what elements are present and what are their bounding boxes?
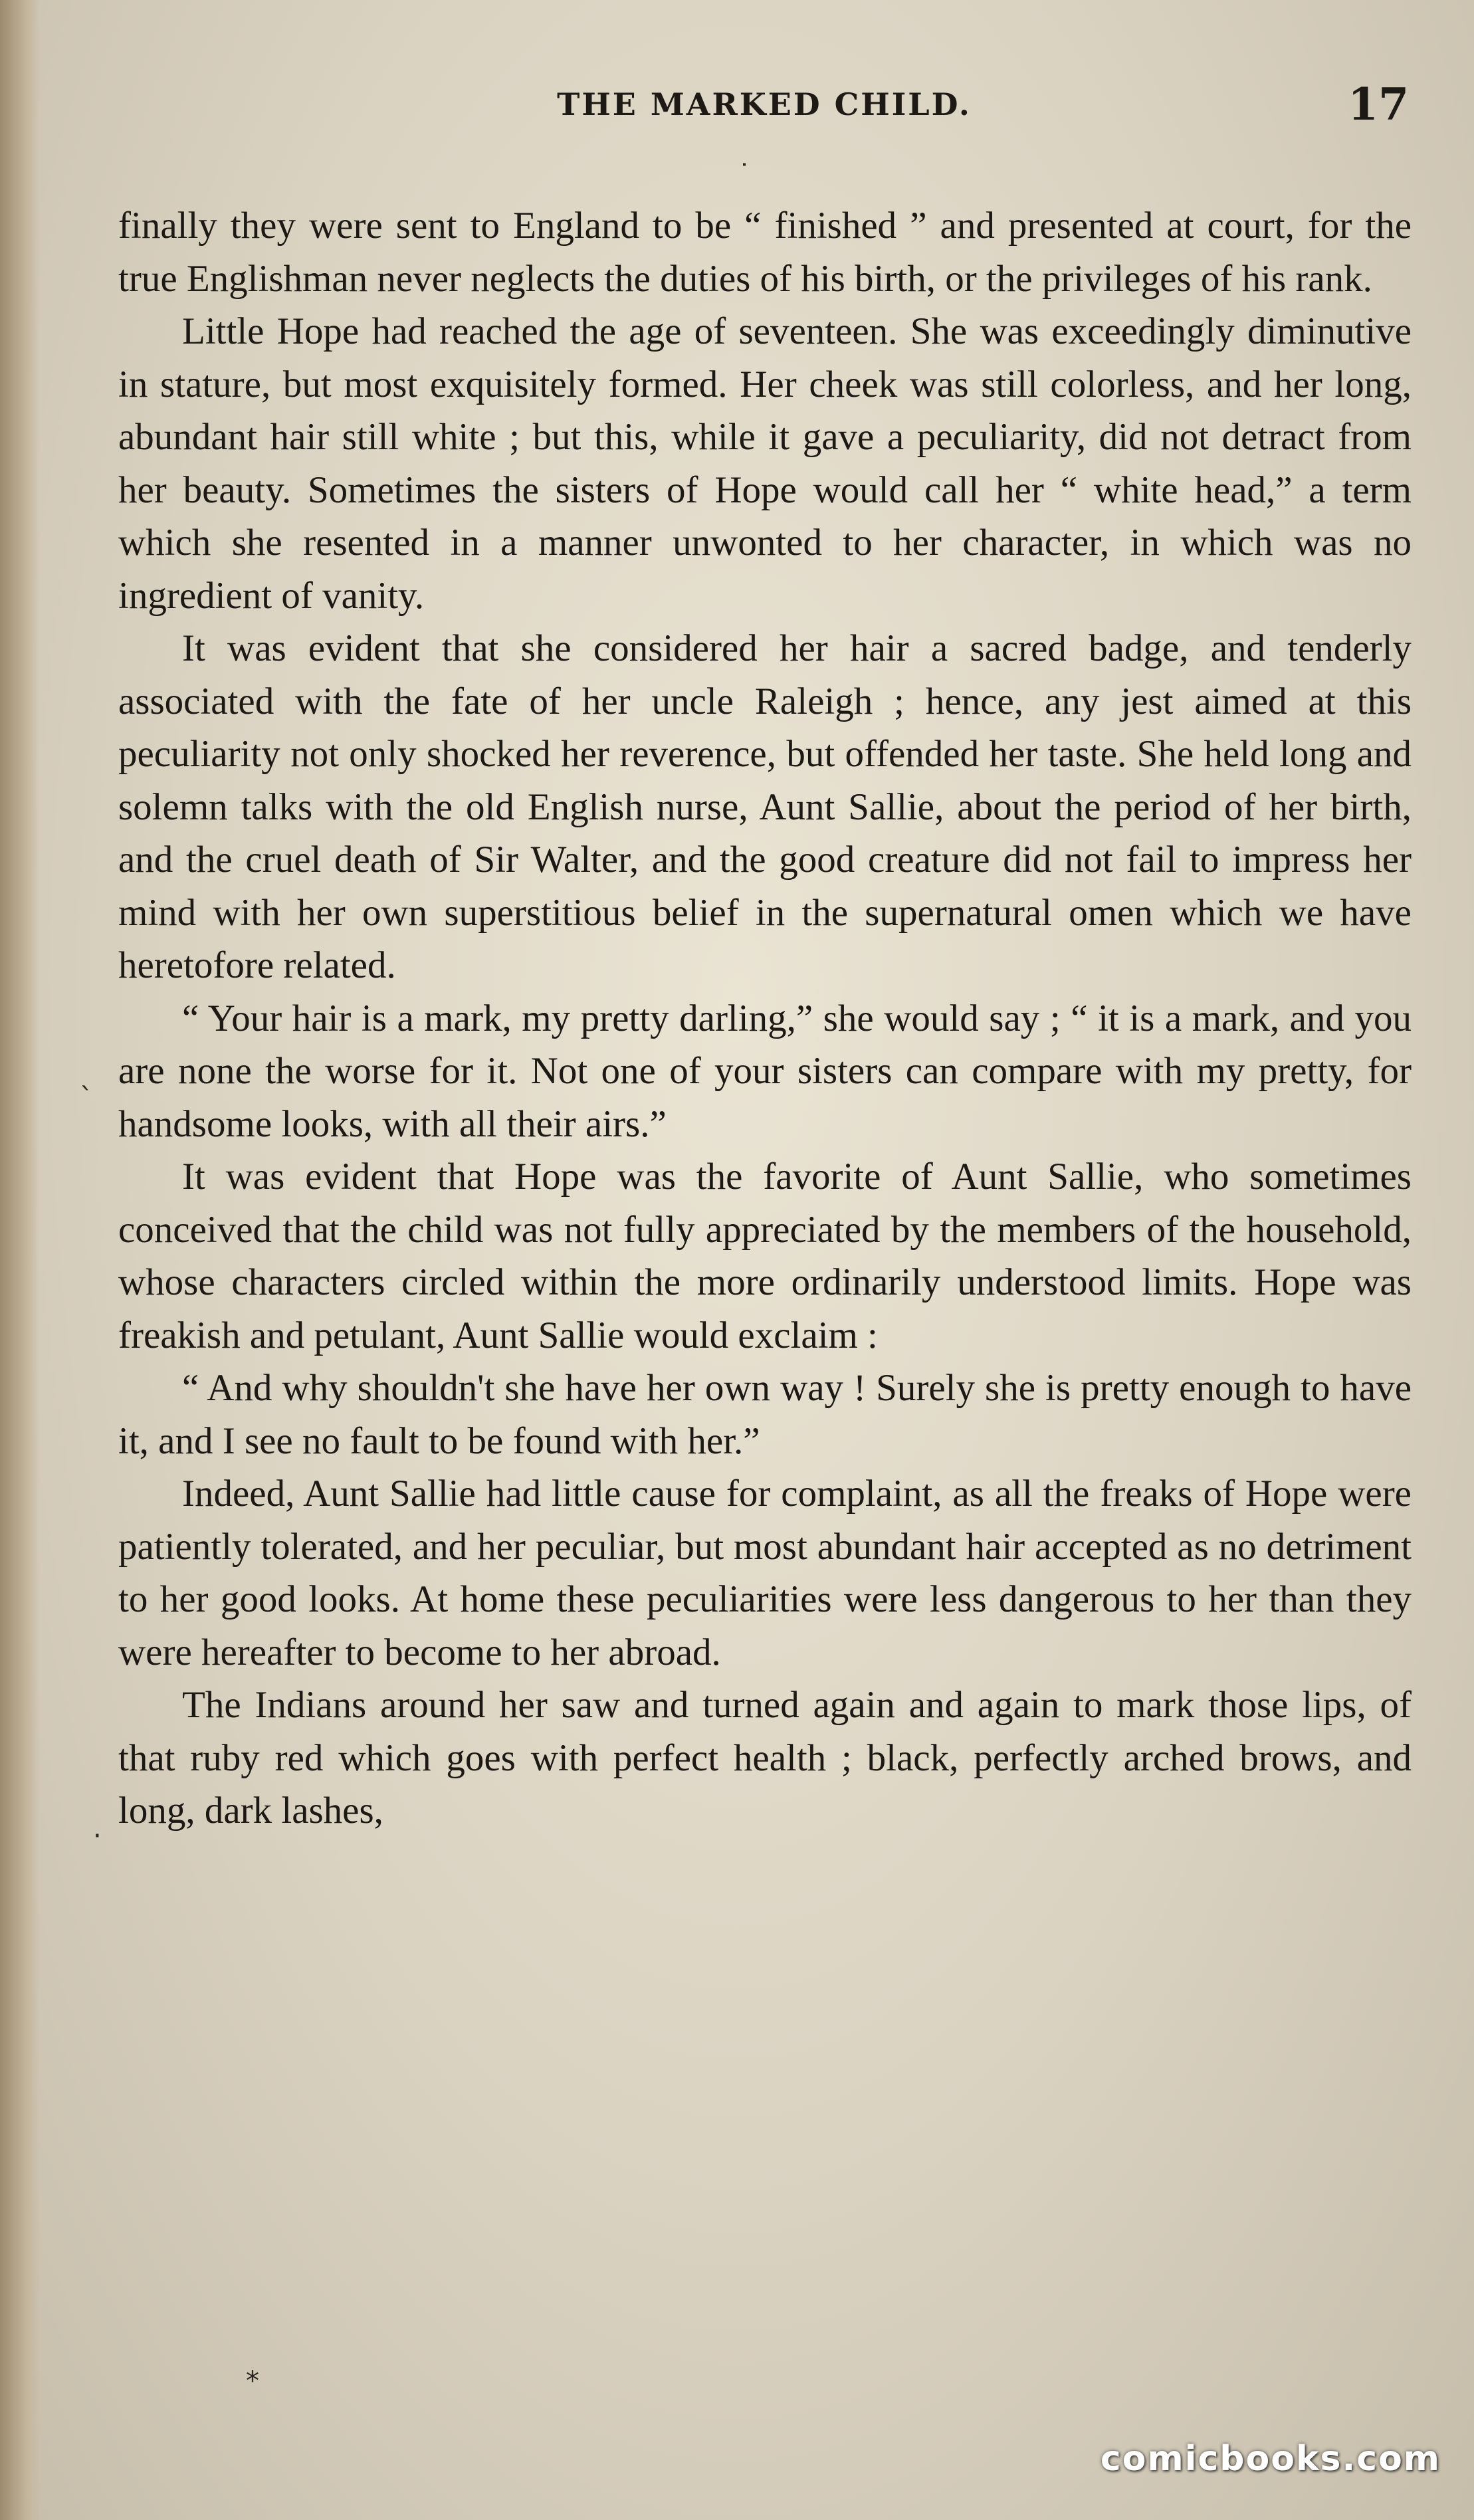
page-header bbox=[120, 78, 1409, 140]
paragraph: Indeed, Aunt Sallie had little cause for complaint, as all the freaks of Hope were patiently tolerated, and her peculiar, but most abundant hair accepted as no detriment to her good looks. At home these peculiarities were less dangerous to her than they were hereafter to become to her abroad. bbox=[118, 1473, 1412, 1673]
paragraph: It was evident that Hope was the favorite of Aunt Sallie, who sometimes conceived that the child was not fully appreciated by the members of the household, whose characters circled within the more ordinarily understood limits. Hope was freakish and petulant, Aunt Sallie would exclaim : bbox=[118, 1156, 1412, 1356]
page-number: 17 bbox=[1348, 78, 1409, 130]
page-binding-edge bbox=[0, 0, 40, 2520]
paragraph: Little Hope had reached the age of seventeen. She was exceedingly diminutive in stature, but most exquisitely formed. Her cheek was still colorless, and her long, abundant hair still white ; but this, while it gave a peculiarity, did not detract from her beauty. Sometimes the sisters of Hope would call her “ white head,” a term which she resented in a manner unwonted to her character, in which was no ingredient of vanity. bbox=[118, 310, 1412, 617]
paragraph: It was evident that she considered her hair a sacred badge, and tenderly associated with the fate of her uncle Raleigh ; hence, any jest aimed at this peculiarity not only shocked her reverence, but offended her taste. She held long and solemn talks with the old English nurse, Aunt Sallie, about the period of her birth, and the cruel death of Sir Walter, and the good creature did not fail to impress her mind with her own superstitious belief in the supernatural omen which we have heretofore related. bbox=[118, 627, 1412, 986]
dialogue-paragraph: “ And why shouldn't she have her own way ! Surely she is pretty enough to have it, and I see no fault to be found with her.” bbox=[118, 1367, 1412, 1462]
dialogue-paragraph: “ Your hair is a mark, my pretty darling,” she would say ; “ it is a mark, and you are none the worse for it. Not one of your sisters can compare with my pretty, for handsome looks, with all their airs.” bbox=[118, 997, 1412, 1145]
paragraph: finally they were sent to England to be “ finished ” and presented at court, for the true Englishman never neglects the duties of his birth, or the privileges of his rank. bbox=[118, 205, 1412, 300]
print-speck: ˙ bbox=[738, 159, 751, 190]
print-speck: ˎ bbox=[80, 1060, 93, 1091]
watermark: comicbooks.com bbox=[1100, 2439, 1441, 2479]
print-speck: · bbox=[93, 1821, 102, 1851]
print-speck: * bbox=[246, 2366, 259, 2396]
paragraph: The Indians around her saw and turned again and again to mark those lips, of that ruby red which goes with perfect health ; black, perfectly arched brows, and long, dark lashes, bbox=[118, 1684, 1412, 1832]
body-text bbox=[118, 199, 1412, 1838]
running-head: THE MARKED CHILD. bbox=[557, 86, 972, 122]
